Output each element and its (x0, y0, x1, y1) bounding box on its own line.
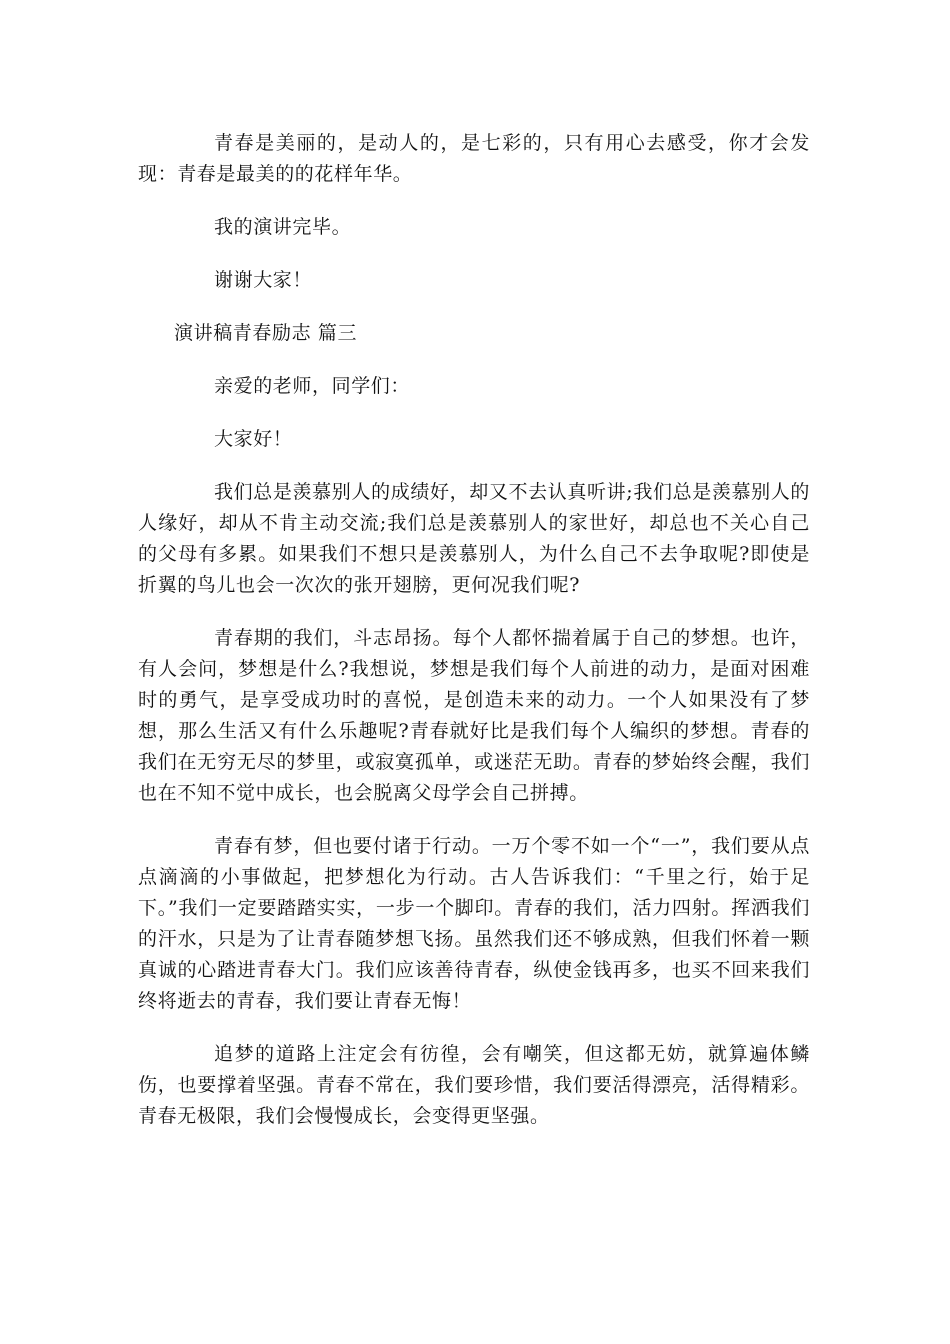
paragraph-youth-beautiful: 青春是美丽的，是动人的，是七彩的，只有用心去感受，你才会发现：青春是最美的的花样年华。 (138, 132, 810, 185)
paragraph-envy: 我们总是羡慕别人的成绩好，却又不去认真听讲;我们总是羡慕别人的人缘好，却从不肯主动交流;我们总是羡慕别人的家世好，却总也不关心自己的父母有多累。如果我们不想只是羡慕别人，为什么自己不去争取呢?即使是折翼的鸟儿也会一次次的张开翅膀，更何况我们呢? (138, 481, 810, 596)
paragraph-pursuit: 追梦的道路上注定会有彷徨，会有嘲笑，但这都无妨，就算遍体鳞伤，也要撑着坚强。青春不常在，我们要珍惜，我们要活得漂亮，活得精彩。青春无极限，我们会慢慢成长，会变得更坚强。 (138, 1043, 810, 1127)
paragraph-greeting: 大家好！ (214, 428, 293, 450)
paragraph-salutation: 亲爱的老师，同学们： (214, 375, 411, 397)
document-body (138, 128, 810, 1132)
section-heading: 演讲稿青春励志 篇三 (174, 322, 358, 344)
paragraph-thanks: 谢谢大家！ (214, 269, 313, 291)
paragraph-dreams: 青春期的我们，斗志昂扬。每个人都怀揣着属于自己的梦想。也许，有人会问，梦想是什么?我想说，梦想是我们每个人前进的动力，是面对困难时的勇气，是享受成功时的喜悦，是创造未来的动力。一个人如果没有了梦想，那么生活又有什么乐趣呢?青春就好比是我们每个人编织的梦想。青春的我们在无穷无尽的梦里，或寂寞孤单，或迷茫无助。青春的梦始终会醒，我们也在不知不觉中成长，也会脱离父母学会自己拼搏。 (138, 627, 810, 804)
paragraph-speech-finished: 我的演讲完毕。 (214, 216, 352, 238)
paragraph-action: 青春有梦，但也要付诸于行动。一万个零不如一个“一”，我们要从点点滴滴的小事做起，把梦想化为行动。古人告诉我们：“千里之行，始于足下。”我们一定要踏踏实实，一步一个脚印。青春的我们，活力四射。挥洒我们的汗水，只是为了让青春随梦想飞扬。虽然我们还不够成熟，但我们怀着一颗真诚的心踏进青春大门。我们应该善待青春，纵使金钱再多，也买不回来我们终将逝去的青春，我们要让青春无悔！ (138, 835, 810, 1012)
